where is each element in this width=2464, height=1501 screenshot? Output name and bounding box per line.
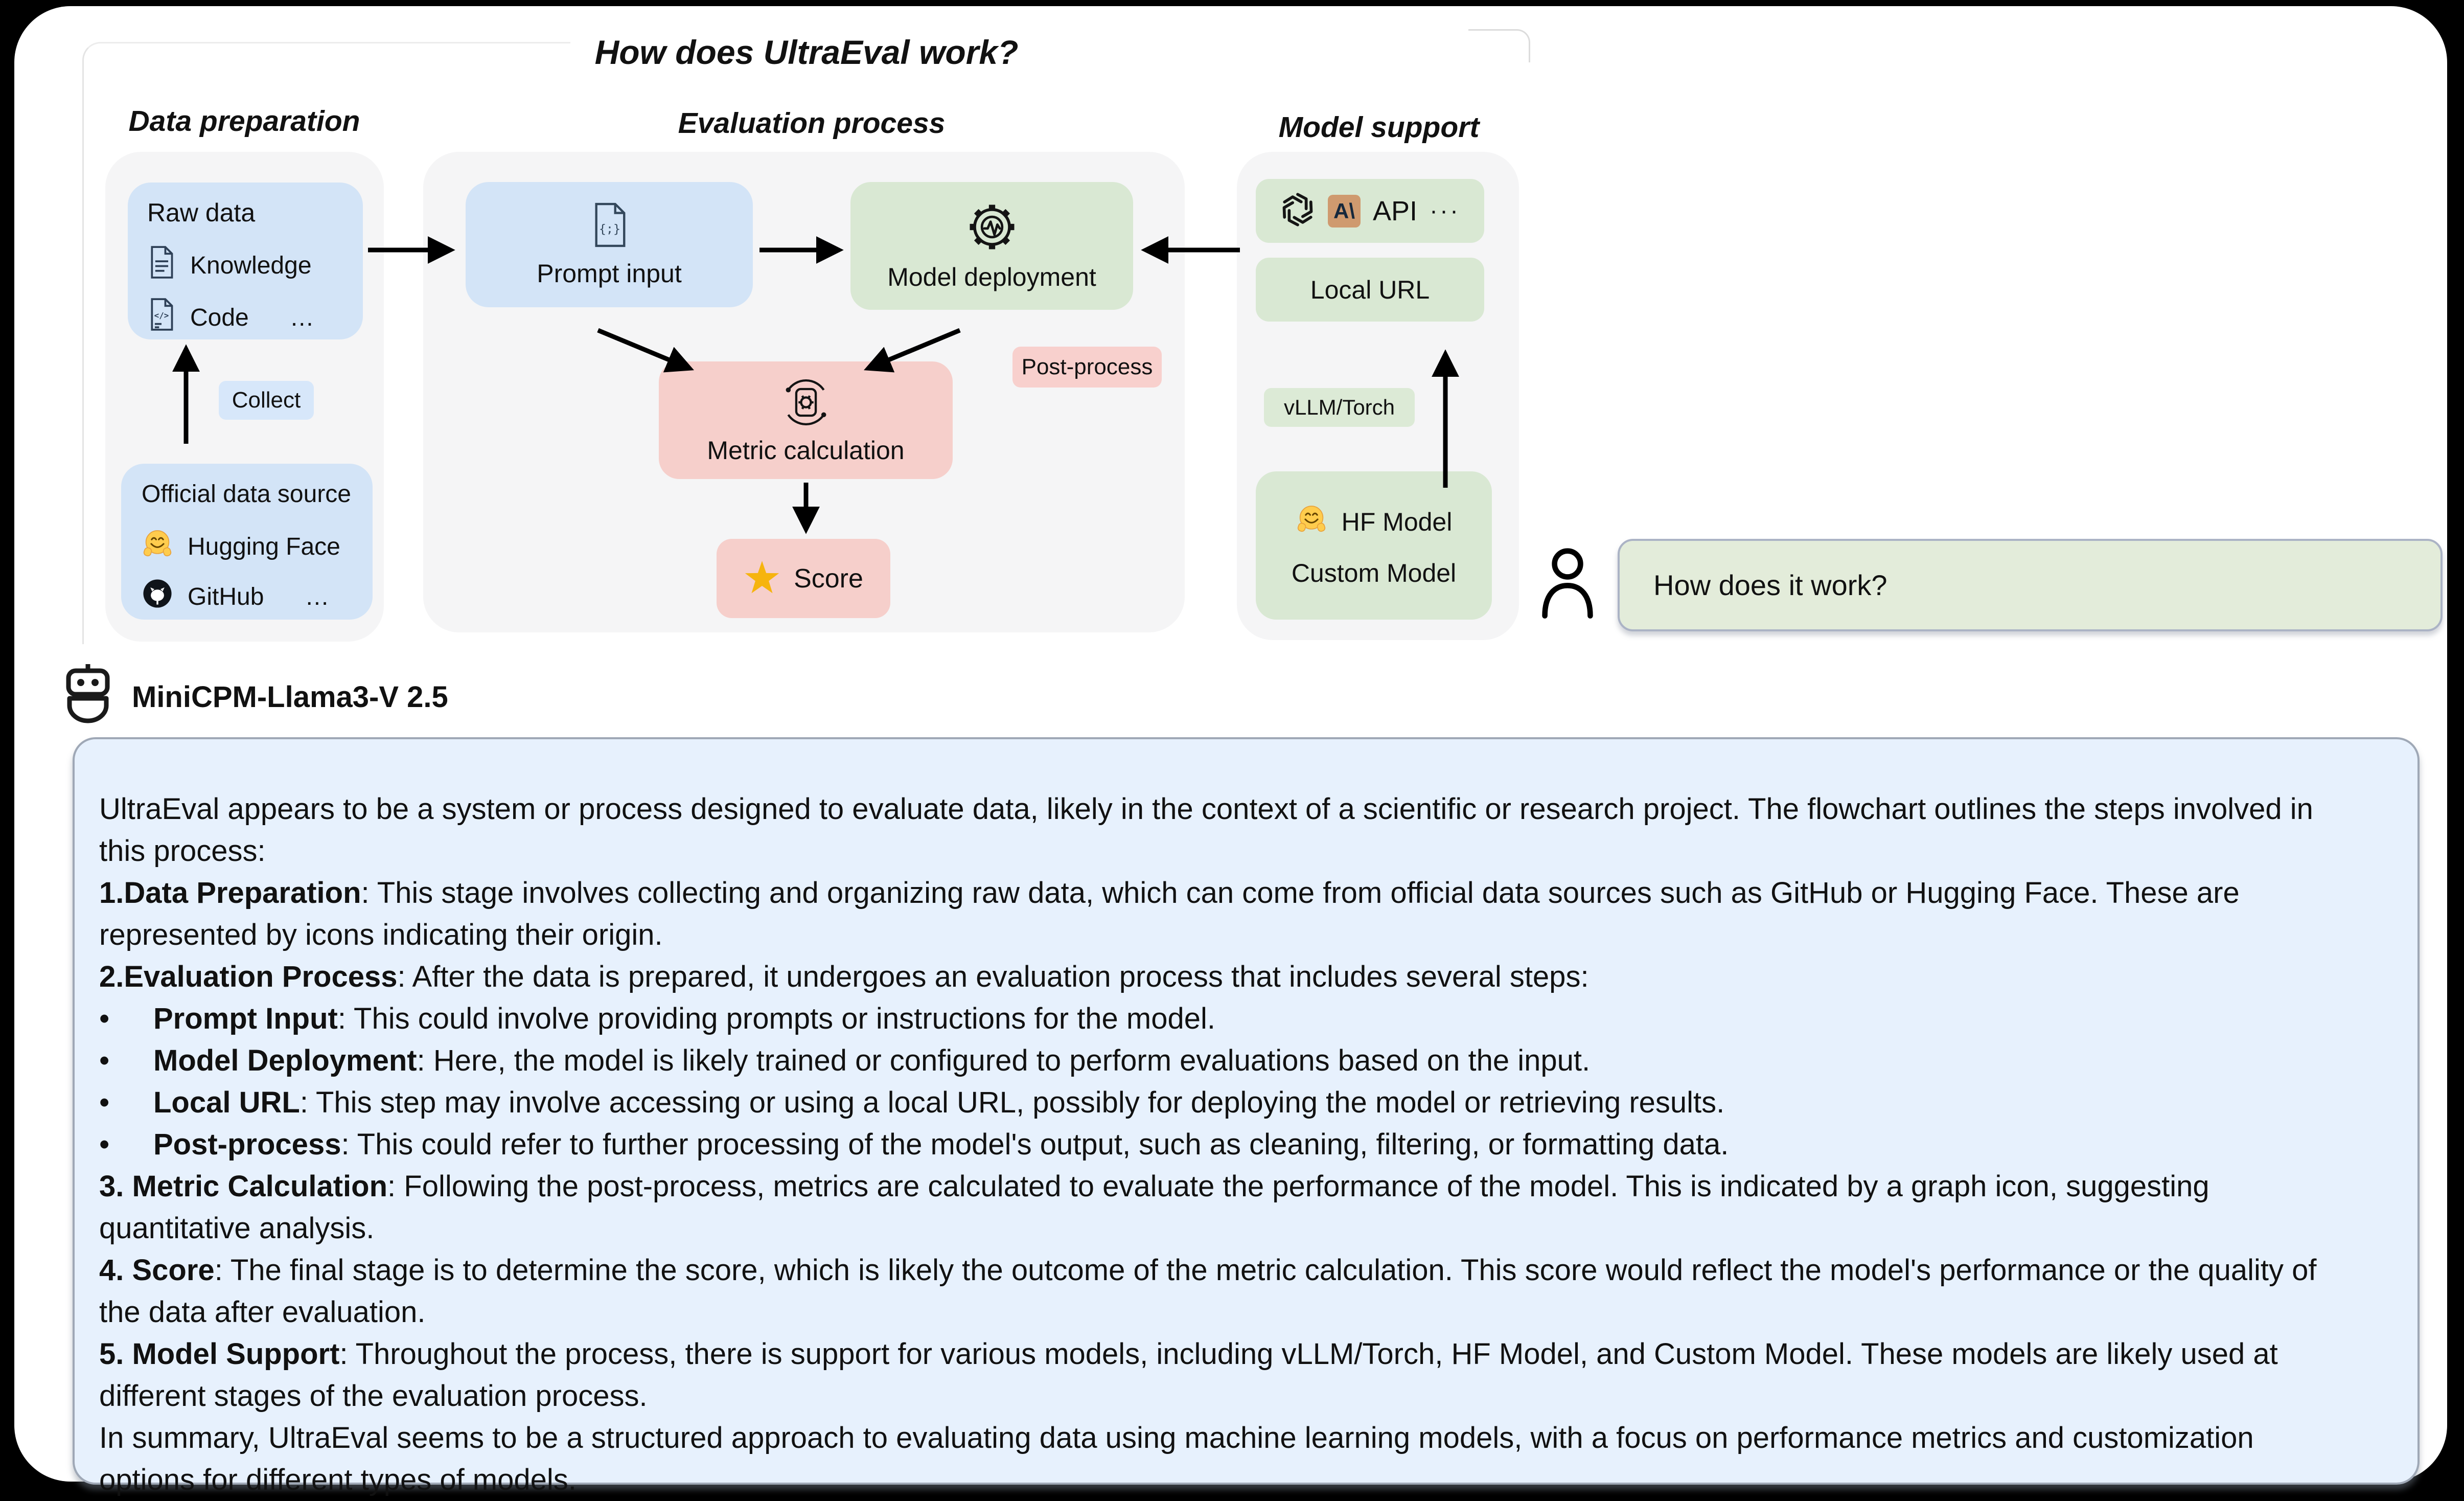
collect-tag: Collect [219, 381, 314, 420]
openai-icon [1280, 192, 1316, 230]
raw-data-item-label: Knowledge [190, 252, 312, 279]
api-more: ··· [1430, 197, 1460, 224]
score-box [717, 539, 890, 618]
app-panel [14, 6, 2447, 1496]
official-data-source-box [121, 464, 373, 620]
custom-model-label: Custom Model [1291, 559, 1457, 587]
svg-text:</>: </> [154, 310, 169, 321]
local-url-box: Local URL [1256, 258, 1484, 322]
prompt-input-label: Prompt input [537, 259, 682, 288]
user-message-text: How does it work? [1653, 569, 1887, 601]
response-paragraph: 2.Evaluation Process: After the data is prepared, it undergoes an evaluation process that includes several steps: [99, 960, 1589, 993]
github-icon [142, 578, 173, 616]
bullet-marker: • [99, 1086, 110, 1119]
response-paragraph: 1.Data Preparation: This stage involves collecting and organizing raw data, which can come from official data sources such as GitHub or Hugging Face. These are represented by icons indicating their origin. [99, 876, 2240, 951]
response-paragraph: 5. Model Support: Throughout the process, there is support for various models, including vLLM/Torch, HF Model, and Custom Model. These models are likely used at different stages of the evaluation process. [99, 1337, 2278, 1413]
bullet-marker: • [99, 1128, 110, 1161]
star-icon [744, 560, 780, 597]
figure-title: How does UltraEval work? [594, 33, 1019, 71]
section-label-model-support: Model support [1278, 111, 1480, 144]
prompt-file-icon [589, 201, 629, 252]
anthropic-icon: A\ [1328, 195, 1361, 228]
api-label: API [1373, 195, 1418, 226]
user-icon [1539, 544, 1596, 623]
hf-model-box [1256, 471, 1492, 620]
vllm-torch-tag: vLLM/Torch [1264, 388, 1415, 427]
response-paragraph: • Model Deployment: Here, the model is likely trained or configured to perform evaluations based on the input. [99, 1040, 2341, 1082]
response-paragraph: • Post-process: This could refer to further processing of the model's output, such as cleaning, filtering, or formatting data. [99, 1124, 2341, 1166]
document-icon [147, 245, 176, 286]
svg-text:{;}: {;} [598, 221, 621, 236]
model-deployment-label: Model deployment [887, 262, 1096, 291]
hugging-face-icon [142, 528, 173, 565]
ellipsis-more: … [289, 304, 316, 331]
bullet-marker: • [99, 1002, 110, 1035]
score-label: Score [794, 563, 863, 594]
official-source-item-label: GitHub [188, 583, 264, 610]
screenshot-crop-corner [1468, 29, 1530, 62]
response-paragraph: 4. Score: The final stage is to determine the score, which is likely the outcome of the metric calculation. This score would reflect the model's performance or the quality of the data after evaluation. [99, 1254, 2317, 1329]
response-paragraphs [73, 737, 2420, 1496]
api-box [1256, 179, 1484, 243]
raw-data-title: Raw data [147, 198, 256, 227]
ellipsis-more: … [305, 583, 332, 610]
hugging-face-icon [1296, 503, 1327, 541]
response-paragraph: • Prompt Input: This could involve providing prompts or instructions for the model. [99, 998, 2341, 1040]
post-process-tag: Post-process [1012, 347, 1162, 388]
metric-gear-orbit-icon [779, 376, 833, 431]
metric-calculation-label: Metric calculation [707, 436, 905, 465]
metric-calculation-box [659, 361, 953, 479]
official-source-item-label: Hugging Face [188, 533, 340, 560]
response-paragraph: In summary, UltraEval seems to be a structured approach to evaluating data using machine learning models, with a focus on performance metrics and customization options for different types of models. [99, 1421, 2254, 1496]
prompt-input-box [466, 182, 753, 307]
hf-model-label: HF Model [1341, 508, 1453, 536]
section-label-evaluation-process: Evaluation process [678, 107, 946, 140]
official-data-source-title: Official data source [142, 481, 351, 508]
response-paragraph: • Local URL: This step may involve accessing or using a local URL, possibly for deploying the model or retrieving results. [99, 1082, 2341, 1124]
code-file-icon [147, 297, 176, 338]
robot-icon [61, 662, 114, 726]
bot-name: MiniCPM-Llama3-V 2.5 [132, 680, 448, 714]
raw-data-item-label: Code [190, 304, 249, 331]
response-paragraph: UltraEval appears to be a system or process designed to evaluate data, likely in the context of a scientific or research project. The flowchart outlines the steps involved in this process: [99, 792, 2313, 868]
model-deployment-box [850, 182, 1133, 310]
user-message-bubble [1618, 539, 2443, 631]
section-label-data-preparation: Data preparation [128, 105, 360, 138]
bullet-marker: • [99, 1044, 110, 1077]
gear-pulse-icon [965, 200, 1019, 256]
raw-data-box [128, 183, 363, 339]
response-paragraph: 3. Metric Calculation: Following the post-process, metrics are calculated to evaluate the performance of the model. This is indicated by a graph icon, suggesting quantitative analysis. [99, 1170, 2209, 1245]
